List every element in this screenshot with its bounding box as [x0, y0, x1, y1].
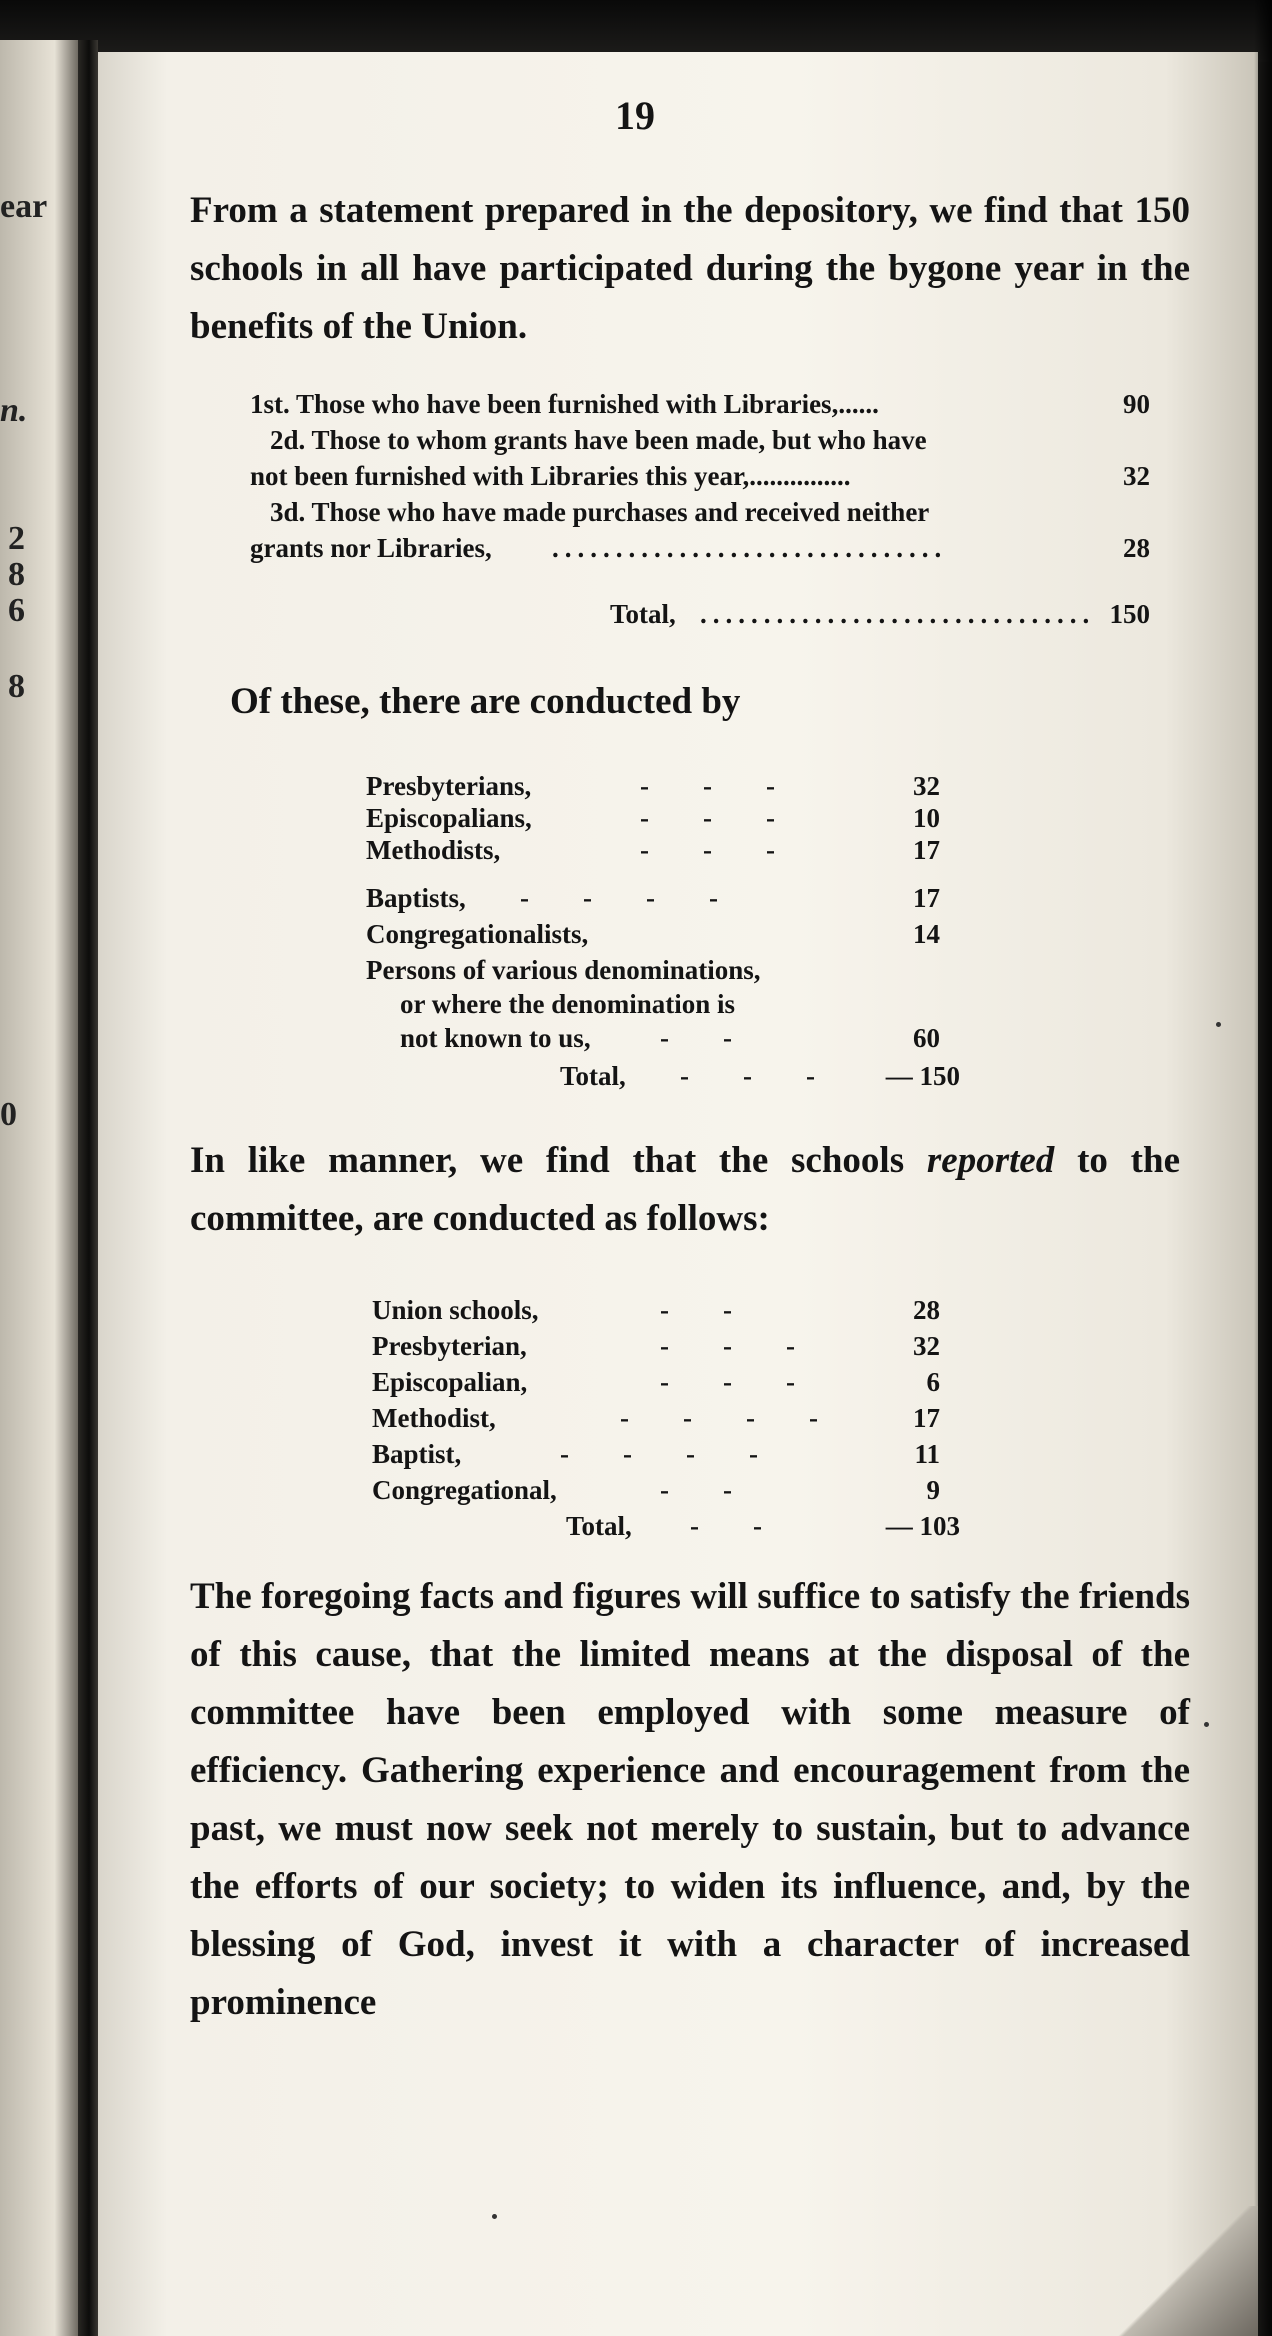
ink-speck [492, 2214, 497, 2219]
reported-total-value: — 103 [885, 1511, 960, 1541]
reported-total-label: Total, [566, 1511, 632, 1541]
participation-item-label: grants nor Libraries, [250, 533, 492, 563]
reported-text-after: to the committee, are conducted as follows: [190, 1140, 1180, 1239]
dash-leader: - - - [640, 803, 775, 833]
denomination-value: 60 [913, 1023, 940, 1053]
participation-item-3 [270, 496, 929, 529]
reported-value: 17 [913, 1403, 940, 1433]
dash-leader: - - - - [620, 1403, 818, 1433]
margin-fragment: ear [0, 188, 48, 225]
denomination-value: 17 [913, 883, 940, 913]
dash-leader: - - - [660, 1331, 795, 1361]
reported-label: Presbyterian, [372, 1331, 527, 1361]
reported-label: Episcopalian, [372, 1367, 528, 1397]
denomination-value: 32 [913, 771, 940, 801]
reported-text-before: In like manner, we find that the schools [190, 1140, 927, 1181]
reported-value: 32 [913, 1331, 940, 1361]
dash-leader: - - [660, 1023, 732, 1053]
participation-total-label: Total, [610, 599, 676, 629]
denomination-value: 17 [913, 835, 940, 865]
margin-fragment: 8 [8, 668, 25, 705]
dash-leader: - - - - [520, 883, 718, 913]
dash-leader: - - - [680, 1061, 815, 1091]
reported-label: Congregational, [372, 1475, 557, 1505]
participation-item-3-continued [250, 532, 492, 565]
participation-item-label: not been furnished with Libraries this year,............... [250, 461, 851, 491]
reported-label: Methodist, [372, 1403, 496, 1433]
reported-value: 28 [913, 1295, 940, 1325]
reported-value: 9 [926, 1475, 940, 1505]
participation-item-1 [250, 388, 879, 421]
intro-paragraph: From a statement prepared in the depository, we find that 150 schools in all have participated during the bygone year in the benefits of the Union. [190, 190, 1190, 347]
denomination-various-label: Persons of various denominations, [366, 955, 761, 985]
participation-item-2-continued [250, 460, 851, 493]
dot-leader: ............................... [700, 599, 1096, 629]
reported-label: Union schools, [372, 1295, 539, 1325]
margin-fragment: 0 [0, 1096, 17, 1133]
denomination-various-label: or where the denomination is [400, 989, 736, 1019]
participation-item-label: 1st. Those who have been furnished with Libraries,...... [250, 389, 879, 419]
denomination-various-label: not known to us, [400, 1023, 591, 1053]
scan-right-edge [1254, 0, 1272, 2336]
dash-leader: - - - [660, 1367, 795, 1397]
dash-leader: - - [660, 1475, 732, 1505]
participation-item-label: 3d. Those who have made purchases and received neither [270, 497, 930, 527]
reported-value: 11 [914, 1439, 940, 1469]
dash-leader: - - - - [560, 1439, 758, 1469]
book-spine [78, 40, 98, 2336]
dash-leader: - - - [640, 835, 775, 865]
ink-speck [1216, 1022, 1221, 1027]
denomination-total-value: — 150 [885, 1061, 960, 1091]
dash-leader: - - [690, 1511, 762, 1541]
denomination-value: 14 [913, 919, 940, 949]
denomination-label: Methodists, [366, 835, 501, 865]
reported-value: 6 [926, 1367, 940, 1397]
denomination-value: 10 [913, 803, 940, 833]
participation-item-2 [270, 424, 927, 457]
margin-fragment: 2 [8, 520, 25, 557]
page-number: 19 [615, 93, 655, 138]
facing-page-edge [0, 40, 78, 2336]
participation-item-label: 2d. Those to whom grants have been made, but who have [270, 425, 927, 455]
reported-emphasis: reported [926, 1140, 1055, 1181]
ink-speck [1204, 1722, 1209, 1727]
margin-fragment: n. [0, 392, 28, 429]
closing-paragraph: The foregoing facts and figures will suffice to satisfy the friends of this cause, that the limited means at the disposal of the committee have been employed with some measure of efficiency. Gathering experience and encouragement from the past, we must now seek not merely to sustain, but to advance the efforts of our society; to widen its influence, and, by the blessing of God, invest it with a character of increased prominence [190, 1576, 1190, 2023]
reported-paragraph [190, 1132, 1180, 1248]
margin-fragment: 8 [8, 556, 25, 593]
page-corner-curl [1108, 2206, 1258, 2336]
participation-item-value: 90 [1123, 389, 1150, 419]
participation-item-value: 32 [1123, 461, 1150, 491]
reported-label: Baptist, [372, 1439, 462, 1469]
denomination-label: Baptists, [366, 883, 466, 913]
denomination-label: Episcopalians, [366, 803, 532, 833]
denomination-label: Presbyterians, [366, 771, 532, 801]
conducted-heading: Of these, there are conducted by [230, 681, 741, 722]
denomination-total-label: Total, [560, 1061, 626, 1091]
margin-fragment: 6 [8, 592, 25, 629]
dash-leader: - - - [640, 771, 775, 801]
dash-leader: - - [660, 1295, 732, 1325]
participation-item-value: 28 [1123, 533, 1150, 563]
denomination-label: Congregationalists, [366, 919, 589, 949]
dot-leader: ............................... [552, 533, 948, 563]
participation-total-value: 150 [1109, 599, 1150, 629]
